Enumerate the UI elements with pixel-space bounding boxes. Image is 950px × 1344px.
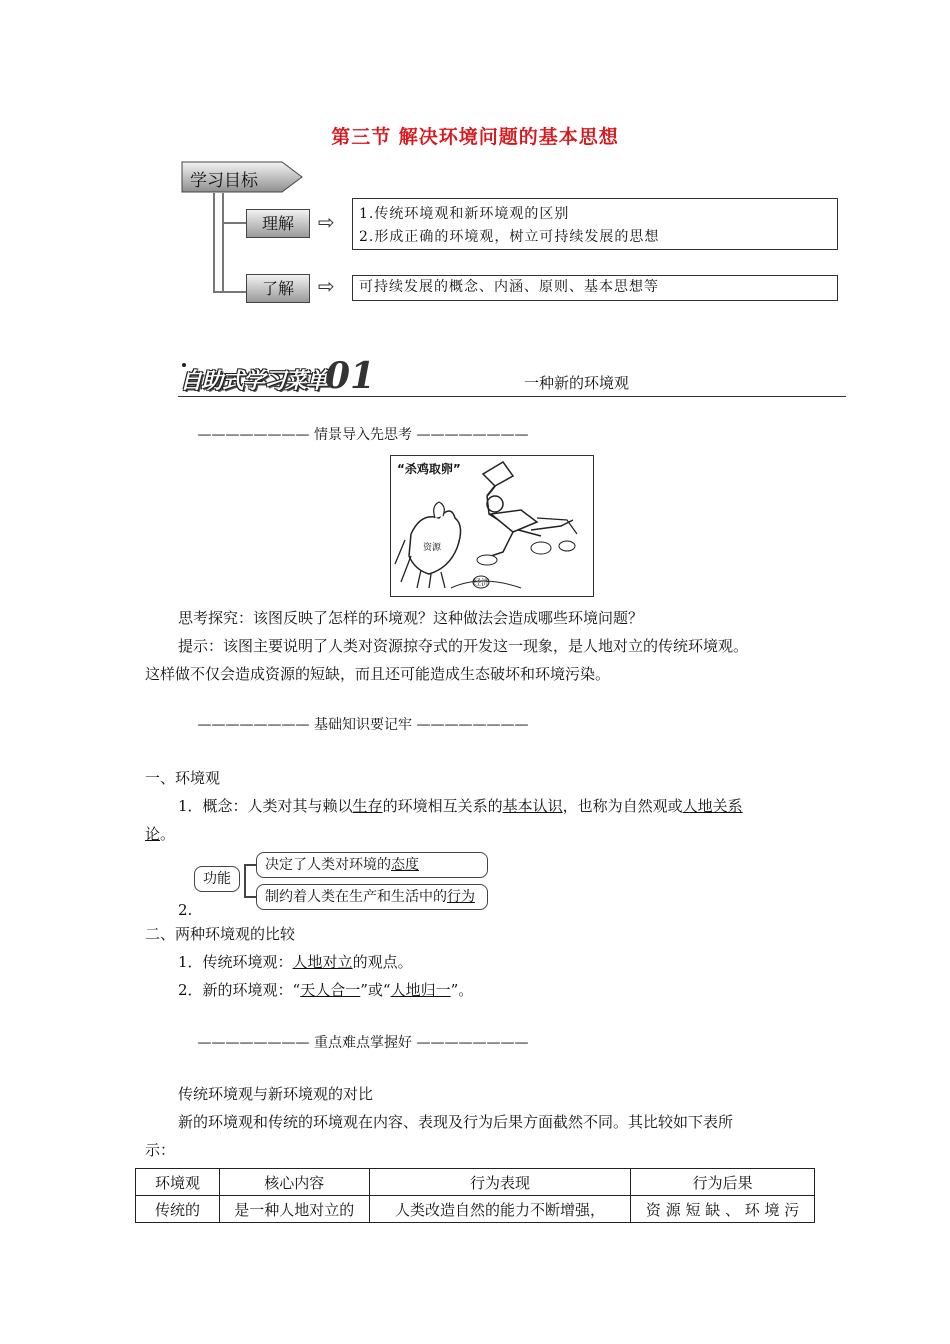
blank-answer: 行为 (447, 889, 475, 905)
divider-basics: ———————— 基础知识要记牢 ———————— (197, 717, 529, 733)
section-subtitle: 一种新的环境观 (524, 374, 630, 392)
blank-answer: 生存 (352, 797, 383, 815)
think-question: 思考探究：该图反映了怎样的环境观？这种做法会造成哪些环境问题？ (178, 609, 644, 627)
table-cell: 是一种人地对立的 (219, 1196, 369, 1223)
blank-answer: 人地关系 (682, 797, 743, 815)
function-text: 制约着人类在生产和生活中的 (265, 889, 447, 905)
menu-banner-number: 01 (325, 355, 376, 397)
tree-line (213, 193, 215, 293)
section-rule (178, 396, 846, 397)
illustration-label-resource: 资源 (423, 543, 442, 553)
table-header-cell: 行为表现 (369, 1169, 631, 1196)
understand-tag: 理解 (246, 209, 310, 238)
table-header-cell: 环境观 (136, 1169, 220, 1196)
concept-text: 1．概念：人类对其与赖以 (178, 797, 353, 815)
illustration-kill-chicken (390, 455, 594, 597)
text: ”。 (450, 981, 474, 999)
goal-tag-label: 学习目标 (190, 171, 258, 191)
table-header-row (136, 1169, 815, 1196)
menu-banner-text: 自助式学习菜单 (180, 369, 328, 394)
divider-keypoints: ———————— 重点难点掌握好 ———————— (197, 1035, 529, 1051)
table-header-cell: 行为后果 (631, 1169, 815, 1196)
table-header-cell: 核心内容 (219, 1169, 369, 1196)
function-label-box: 功能 (194, 866, 240, 892)
page-title: 第三节 解决环境问题的基本思想 (331, 126, 619, 148)
blank-answer: 论 (145, 825, 161, 843)
function-text: 决定了人类对环境的 (265, 857, 391, 873)
divider-scenario: ———————— 情景导入先思考 ———————— (197, 427, 529, 443)
text: 的观点。 (352, 953, 413, 971)
function-item-attitude (256, 852, 488, 878)
function-item-behavior (256, 884, 488, 910)
illustration-caption: “杀鸡取卵” (397, 462, 461, 476)
blank-answer: 天人合一 (300, 981, 361, 999)
arrow-right-icon: ⇨ (318, 210, 335, 234)
understand-item: 2.形成正确的环境观，树立可持续发展的思想 (359, 229, 660, 245)
table-row (136, 1196, 815, 1223)
table-cell: 传统的 (136, 1196, 220, 1223)
keypoints-intro-line2: 示： (145, 1141, 176, 1159)
tree-branch (213, 291, 246, 293)
understand-item: 1.传统环境观和新环境观的区别 (359, 206, 570, 222)
think-hint-line1: 提示：该图主要说明了人类对资源掠夺式的开发这一现象，是人地对立的传统环境观。 (178, 637, 749, 655)
text: 1．传统环境观： (178, 953, 293, 971)
table-cell: 人类改造自然的能力不断增强， (369, 1196, 631, 1223)
basics-heading-2: 二、两种环境观的比较 (145, 925, 296, 943)
blank-answer: 人地对立 (292, 953, 353, 971)
text: ”或“ (360, 981, 391, 999)
comparison-table (135, 1168, 815, 1223)
text: 2．新的环境观：“ (178, 981, 301, 999)
new-view-line (178, 976, 473, 1004)
basics-heading-1: 一、环境观 (145, 769, 221, 787)
know-item: 可持续发展的概念、内涵、原则、基本思想等 (359, 279, 659, 295)
understand-box (352, 198, 838, 250)
blank-answer: 基本认识 (502, 797, 563, 815)
tree-branch (222, 222, 246, 224)
know-box (352, 275, 838, 301)
blank-answer: 人地归一 (390, 981, 451, 999)
keypoints-heading: 传统环境观与新环境观的对比 (178, 1085, 374, 1103)
concept-line (178, 792, 743, 820)
concept-text: 的环境相互关系的 (382, 797, 503, 815)
keypoints-intro-line1: 新的环境观和传统的环境观在内容、表现及行为后果方面截然不同。其比较如下表所 (178, 1113, 734, 1131)
tree-line (222, 193, 224, 293)
concept-text: ，也称为自然观或 (562, 797, 683, 815)
concept-text: 。 (160, 825, 176, 843)
function-number: 2. (178, 901, 193, 919)
know-tag: 了解 (246, 274, 310, 303)
illustration-label-economy: 经济 (473, 578, 489, 587)
function-connector (244, 864, 246, 898)
arrow-right-icon: ⇨ (318, 274, 335, 298)
table-cell: 资 源 短 缺 、 环 境 污 (631, 1196, 815, 1223)
think-hint-line2: 这样做不仅会造成资源的短缺，而且还可能造成生态破坏和环境污染。 (145, 665, 611, 683)
cartoon-drawing (391, 456, 593, 596)
traditional-view-line (178, 948, 413, 976)
blank-answer: 态度 (391, 857, 419, 873)
concept-line-2 (145, 820, 175, 848)
